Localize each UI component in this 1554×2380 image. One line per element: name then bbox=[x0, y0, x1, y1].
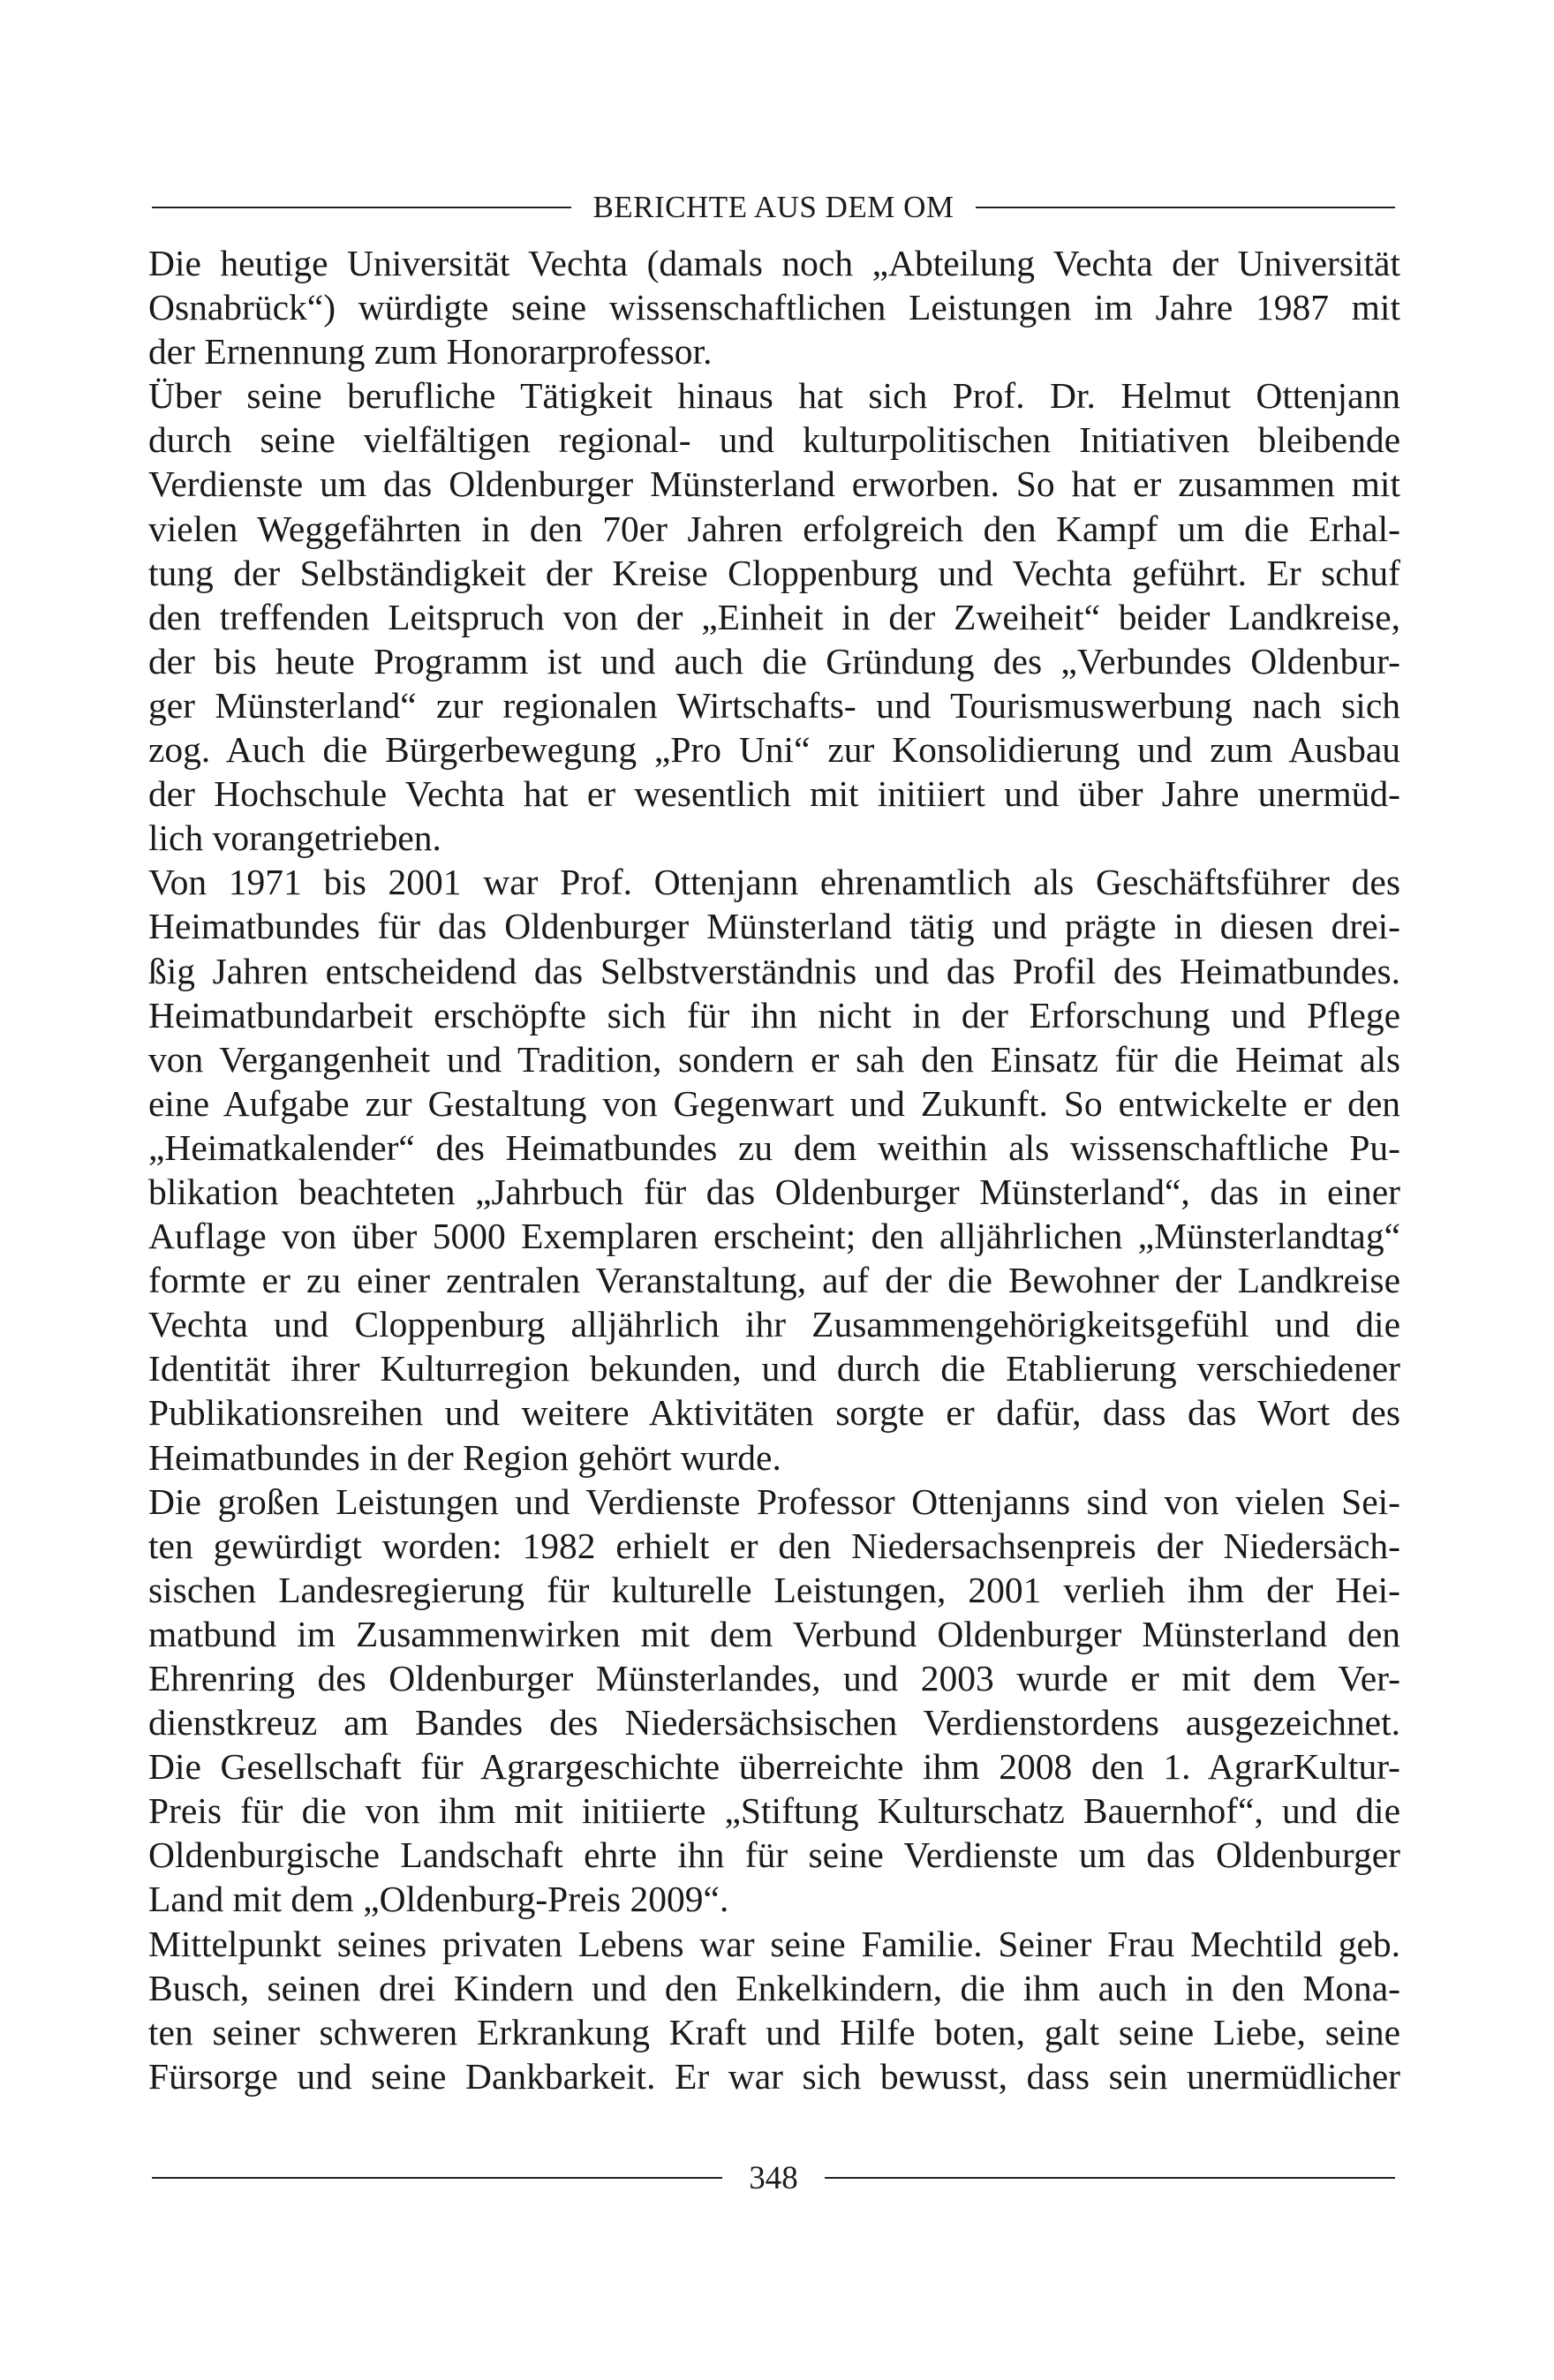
paragraph bbox=[148, 1922, 1400, 2098]
text-line: Die Gesellschaft für Agrargeschichte überreichte ihm 2008 den 1. AgrarKultur- bbox=[148, 1746, 1400, 1788]
text-line: Heimatbundes in der Region gehört wurde. bbox=[148, 1436, 781, 1478]
text-line: der Ernennung zum Honorarprofessor. bbox=[148, 331, 713, 373]
text-line: Auflage von über 5000 Exemplaren erscheint; den alljährlichen „Münsterlandtag“ bbox=[148, 1216, 1400, 1257]
paragraph bbox=[148, 373, 1400, 860]
footer-rule-right bbox=[825, 2177, 1395, 2179]
text-line: durch seine vielfältigen regional- und kulturpolitischen Initiativen bleibende bbox=[148, 419, 1400, 461]
text-line: sischen Landesregierung für kulturelle Leistungen, 2001 verlieh ihm der Hei- bbox=[148, 1569, 1400, 1610]
text-line: Fürsorge und seine Dankbarkeit. Er war sich bewusst, dass sein unermüdlicher bbox=[148, 2055, 1400, 2097]
text-line: Identität ihrer Kulturregion bekunden, und durch die Etablierung verschiedener bbox=[148, 1348, 1400, 1390]
text-line: blikation beachteten „Jahrbuch für das Oldenburger Münsterland“, das in einer bbox=[148, 1171, 1400, 1212]
text-line: Busch, seinen drei Kindern und den Enkelkindern, die ihm auch in den Mona- bbox=[148, 1967, 1400, 2008]
text-line: ten gewürdigt worden: 1982 erhielt er den Niedersachsenpreis der Niedersäch- bbox=[148, 1525, 1400, 1566]
footer-rule-left bbox=[152, 2177, 722, 2179]
text-line: lich vorangetrieben. bbox=[148, 817, 441, 859]
text-line: dienstkreuz am Bandes des Niedersächsischen Verdienstordens ausgezeichnet. bbox=[148, 1702, 1400, 1744]
text-line: formte er zu einer zentralen Veranstaltung, auf der die Bewohner der Landkreise bbox=[148, 1260, 1400, 1301]
text-line: ger Münsterland“ zur regionalen Wirtschafts- und Tourismuswerbung nach sich bbox=[148, 684, 1400, 726]
text-line: Die großen Leistungen und Verdienste Professor Ottenjanns sind von vielen Sei- bbox=[148, 1480, 1400, 1522]
text-line: eine Aufgabe zur Gestaltung von Gegenwart und Zukunft. So entwickelte er den bbox=[148, 1082, 1400, 1124]
page-footer bbox=[152, 2156, 1395, 2200]
text-line: Von 1971 bis 2001 war Prof. Ottenjann ehrenamtlich als Geschäftsführer des bbox=[148, 862, 1400, 903]
text-line: Heimatbundarbeit erschöpfte sich für ihn nicht in der Erforschung und Pflege bbox=[148, 994, 1400, 1036]
text-line: zog. Auch die Bürgerbewegung „Pro Uni“ zur Konsolidierung und zum Ausbau bbox=[148, 729, 1400, 771]
text-line: der bis heute Programm ist und auch die Gründung des „Verbundes Oldenbur- bbox=[148, 640, 1400, 682]
text-line: den treffenden Leitspruch von der „Einheit in der Zweiheit“ beider Landkreise, bbox=[148, 596, 1400, 637]
text-line: ten seiner schweren Erkrankung Kraft und Hilfe boten, galt seine Liebe, seine bbox=[148, 2011, 1400, 2052]
page-number: 348 bbox=[749, 2159, 798, 2196]
paragraph bbox=[148, 1480, 1400, 1922]
text-line: Heimatbundes für das Oldenburger Münsterland tätig und prägte in diesen drei- bbox=[148, 906, 1400, 947]
body-text bbox=[148, 241, 1400, 2098]
text-line: „Heimatkalender“ des Heimatbundes zu dem weithin als wissenschaftliche Pu- bbox=[148, 1126, 1400, 1168]
running-header bbox=[152, 185, 1395, 230]
text-line: ßig Jahren entscheidend das Selbstverständnis und das Profil des Heimatbundes. bbox=[148, 950, 1400, 991]
text-line: der Hochschule Vechta hat er wesentlich mit initiiert und über Jahre unermüd- bbox=[148, 773, 1400, 815]
text-line: Die heutige Universität Vechta (damals noch „Abteilung Vechta der Universität bbox=[148, 243, 1400, 283]
text-line: Vechta und Cloppenburg alljährlich ihr Zusammengehörigkeitsgefühl und die bbox=[148, 1304, 1400, 1345]
paragraph bbox=[148, 241, 1400, 373]
text-line: Verdienste um das Oldenburger Münsterland erworben. So hat er zusammen mit bbox=[148, 463, 1400, 505]
header-rule-right bbox=[976, 207, 1395, 208]
text-line: Ehrenring des Oldenburger Münsterlandes, und 2003 wurde er mit dem Ver- bbox=[148, 1658, 1400, 1698]
text-line: Osnabrück“) würdigte seine wissenschaftlichen Leistungen im Jahre 1987 mit bbox=[148, 287, 1400, 328]
running-header-title: BERICHTE AUS DEM OM bbox=[592, 190, 954, 224]
text-line: Land mit dem „Oldenburg-Preis 2009“. bbox=[148, 1879, 729, 1920]
text-line: von Vergangenheit und Tradition, sondern er sah den Einsatz für die Heimat als bbox=[148, 1038, 1400, 1080]
text-line: matbund im Zusammenwirken mit dem Verbund Oldenburger Münsterland den bbox=[148, 1613, 1400, 1654]
text-line: tung der Selbständigkeit der Kreise Cloppenburg und Vechta geführt. Er schuf bbox=[148, 552, 1400, 593]
text-line: Oldenburgische Landschaft ehrte ihn für seine Verdienste um das Oldenburger bbox=[148, 1834, 1400, 1876]
text-line: Über seine berufliche Tätigkeit hinaus hat sich Prof. Dr. Helmut Ottenjann bbox=[148, 375, 1400, 417]
paragraph bbox=[148, 860, 1400, 1479]
header-rule-left bbox=[152, 207, 571, 208]
text-line: Preis für die von ihm mit initiierte „Stiftung Kulturschatz Bauernhof“, und die bbox=[148, 1790, 1400, 1832]
text-line: vielen Weggefährten in den 70er Jahren erfolgreich den Kampf um die Erhal- bbox=[148, 508, 1400, 549]
text-line: Mittelpunkt seines privaten Lebens war seine Familie. Seiner Frau Mechtild geb. bbox=[148, 1923, 1400, 1964]
text-line: Publikationsreihen und weitere Aktivitäten sorgte er dafür, dass das Wort des bbox=[148, 1392, 1400, 1434]
